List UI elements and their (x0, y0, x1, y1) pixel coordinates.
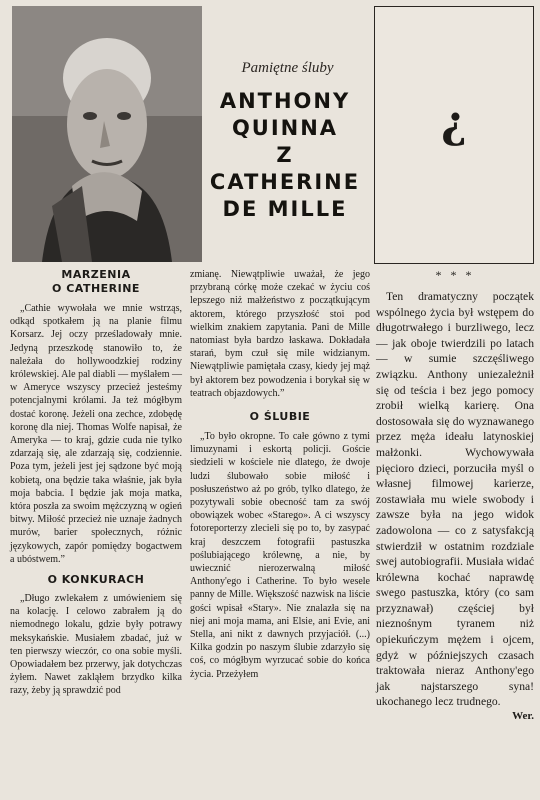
column-3-text (376, 289, 534, 710)
section-heading-dreams (10, 268, 182, 296)
question-mark: ? (441, 102, 467, 153)
paragraph: zmianę. Niewątpliwie uważał, że jego przybraną córkę może czekać w życiu coś lepszego niż małżeństwo z początkującym aktorem, którego przyszłość stoi pod wielkim znakiem zapytania. Pani de Mille natomiast była bardzo łaskawa. Dokładała starań, bym czuł się mile widzianym. Niewątpliwie pamiętała czasy, kiedy jej mąż był aktorem bez powodzenia i borykał się w teatrach objazdowych.” (190, 269, 370, 399)
portrait-photo (12, 6, 202, 262)
paragraph: „To było okropne. To całe gówno z tymi limuzynami i eskortą policji. Goście siedzieli w kościele nie dlatego, że dwoje ludzi ślubowało sobie miłość i posłuszeństwo aż po grób, tylko dlatego, że pozytywali sobie obecność tam za swój obowiązek wobec «Starego». A ci wszyscy fotoreporterzy zlecieli się po to, by zasypać kraj deszczem fotografii pastuszka poślubiającego królewnę, a nie, by uwiecznić nierozerwalną miłość Anthony'ego i Catherine. To było wesele panny de Mille. Większość nazwisk na liście gości wpisał «Stary». Nie znalazła się na niej ani moja mama, ani Elsie, ani Evie, ani Stella, ani nikt z dawnych przyjaciół. (...) Kilka godzin po naszym ślubie zdarzyło się coś, co mógłbym wyrzucać sobie do końca życia. Przeżyłem (190, 431, 370, 680)
title-line-4: CATHERINE (209, 170, 361, 194)
section-heading-wedding: O ŚLUBIE (249, 410, 311, 424)
title-line-2: QUINNA (231, 116, 339, 140)
paragraph: „Cathie wywołała we mnie wstrząs, odkąd spotkałem ją na planie filmu Korsarz. Jej oczy prześladowały mnie. Jedyną przeszkodę stanowiło to, że należała do hollywoodzkiej rodziny królewskiej. Ale pal diabli — myślałem — w Ameryce wszyscy przecież jesteśmy potencjalnymi królami. Ja też mógłbym dostać koronę. Jeżeli ona zechce, zdobędę koronę dla niej. Thomas Wolfe napisał, że Ameryka — to kraj, gdzie cuda nie tylko zdarzają się, ale zdarzają się, codziennie. Poza tym, jeżeli jest jej sądzone być moją kobietą, ona będzie taka właśnie, jak była moja babcia. I będzie jak moja matka, która poszła za swoim mężczyzną w ogień bitwy. Miłość przecież nie uznaje żadnych murów, barier społecznych, różnic językowych, zapór pomiędzy bogactwem a ubóstwem.” (10, 303, 182, 565)
heading-line-2: O CATHERINE (52, 282, 140, 295)
author-signature: Wer. (512, 710, 534, 723)
question-box (374, 6, 534, 264)
article-title (205, 88, 365, 223)
section-heading-courtship: O KONKURACH (47, 573, 145, 587)
paragraph: „Długo zwlekałem z umówieniem się na kolację. I celowo zabrałem ją do niemodnego lokalu, gdzie były potrawy meksykańskie. Musiałem zbadać, już w ten pierwszy wieczór, co ona sobie myśli. Opowiadałem bez przerwy, jak dotychczas żyłem. Nawet zakląłem brzydko kilka razy, żeby ją sprawdzić pod (10, 593, 182, 697)
title-line-1: ANTHONY (219, 89, 351, 113)
column-1-text-2 (10, 592, 182, 698)
title-line-5: DE MILLE (222, 197, 348, 221)
column-1-text (10, 302, 182, 566)
paragraph: Ten dramatyczny początek wspólnego życia był wstępem do długotrwałego i burzliwego, lecz — jak oboje twierdzili po latach — w sumie szczęśliwego związku. Anthony uniezależnił się od teścia i bez jego pomocy zrobił wielką karierę. Ona dostosowała się do wyznawanego przez męża ideału latynoskiej małżonki. Wychowywała pięcioro dzieci, porzuciła myśl o własnej filmowej karierze, zostawiała mu wiele swobody i zawsze była na jego widok zadowolona — co z satysfakcją stwierdził w ostatnim rozdziale swej autobiografii. Musiała widać królewna kochać naprawdę swego pastuszka, który (co sam przyznawał) częściej był nieznośnym tyranem niż opiekuńczym mężem i ojcem, gdyż w późniejszych czasach traktowała nieraz Anthony'ego jak najstarszego syna! ukochanego lecz trudnego. (376, 290, 534, 709)
column-3 (376, 268, 534, 722)
column-2-text-2 (190, 430, 370, 681)
title-line-3: Z (276, 143, 294, 167)
portrait-photo-icon (12, 6, 202, 262)
column-2-text (190, 268, 370, 400)
series-title: Pamiętne śluby (241, 60, 334, 76)
section-separator: * * * (435, 268, 475, 282)
column-1 (10, 268, 182, 698)
column-2 (190, 268, 370, 681)
heading-line-1: MARZENIA (61, 268, 131, 281)
